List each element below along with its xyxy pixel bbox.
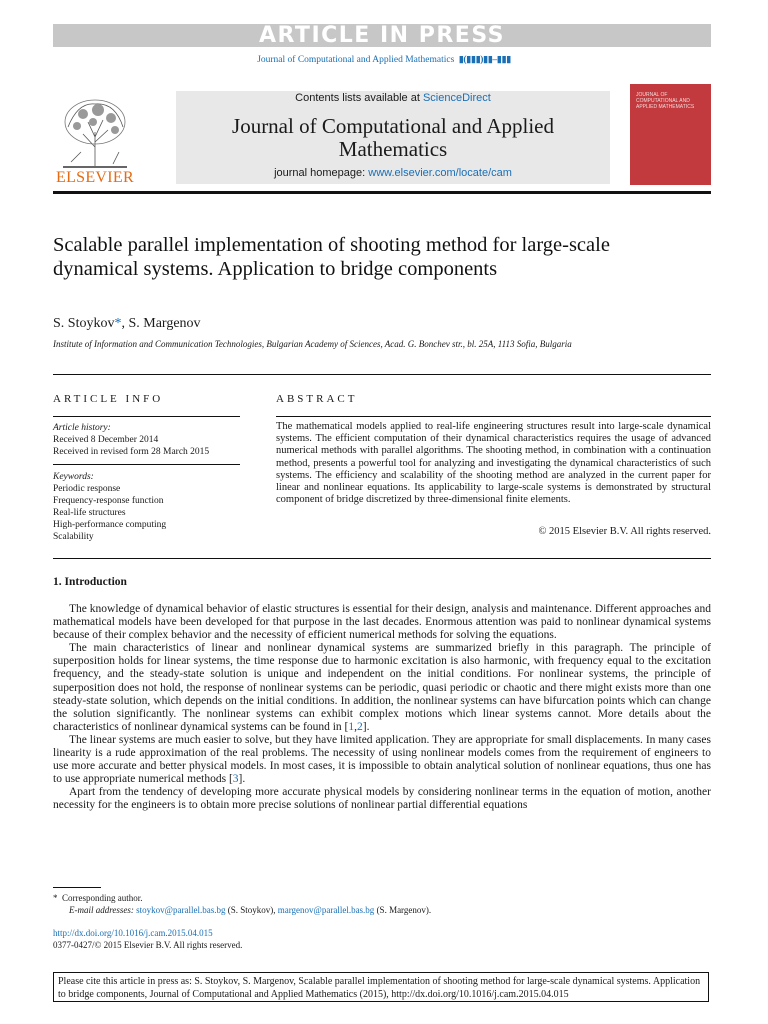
- author-list: [53, 316, 201, 332]
- revised-date: Received in revised form 28 March 2015: [53, 447, 210, 457]
- corresponding-note: Corresponding author.: [62, 893, 143, 903]
- info-top-rule: [53, 374, 711, 375]
- running-head-journal[interactable]: Journal of Computational and Applied Mathematics: [257, 55, 455, 65]
- section-heading-introduction: 1. Introduction: [53, 576, 127, 588]
- sciencedirect-link[interactable]: ScienceDirect: [422, 92, 491, 104]
- journal-title: [176, 115, 610, 161]
- elsevier-wordmark: ELSEVIER: [56, 169, 134, 186]
- doi-link[interactable]: http://dx.doi.org/10.1016/j.cam.2015.04.015: [53, 928, 213, 938]
- paragraph: The linear systems are much easier to solve, but they have limited application. They are appropriate for small displacements. In many cases linearity is a rude approximation of the real problems. The necessity of using nonlinear models comes from the requirement of engineers to use more accurate and better physical models. In most cases, it is impossible to obtain analytical solution of nonlinear equations, thus one has to use appropriate numerical methods [3].: [53, 733, 711, 786]
- abstract-text: The mathematical models applied to real-life engineering structures result into large-scale dynamical systems. The efficient computation of their dynamical characteristics requires the usage of advanced numerical methods with parallel algorithms. The shooting method, in combination with a continuation method, presents a powerful tool for analyzing and investigating the dynamical characteristics of such systems. The efficiency and scalability of the shooting method are analyzed in the current paper for linear and nonlinear equations. Its applicability to large-scale systems is demonstrated by structural component of bridge discretized by three-dimensional finite elements.: [276, 421, 711, 506]
- reference-link[interactable]: 3: [232, 773, 239, 786]
- info-rule: [53, 416, 240, 417]
- author-2: , S. Margenov: [121, 316, 201, 331]
- keyword: Real-life structures: [53, 508, 126, 518]
- article-info-heading: ARTICLE INFO: [53, 393, 164, 405]
- received-date: Received 8 December 2014: [53, 435, 159, 445]
- issn-line: 0377-0427/© 2015 Elsevier B.V. All rights reserved.: [53, 940, 243, 950]
- homepage-prefix: journal homepage:: [274, 167, 366, 179]
- article-in-press-banner: ARTICLE IN PRESS: [53, 24, 711, 47]
- abstract-heading: ABSTRACT: [276, 393, 358, 405]
- email-link[interactable]: margenov@parallel.bas.bg: [277, 905, 375, 915]
- keywords-rule: [53, 464, 240, 465]
- article-title: Scalable parallel implementation of shooting method for large-scale dynamical systems. Application to bridge components: [53, 234, 610, 280]
- doi-block: [53, 927, 242, 951]
- journal-cover-text: JOURNAL OF COMPUTATIONAL AND APPLIED MATHEMATICS: [636, 92, 695, 110]
- abstract-bottom-rule: [53, 558, 711, 559]
- reference-link[interactable]: 1: [348, 720, 355, 733]
- abstract-copyright: © 2015 Elsevier B.V. All rights reserved.: [538, 526, 711, 537]
- header-rule: [53, 191, 711, 194]
- reference-link[interactable]: 2: [357, 720, 363, 733]
- keyword: High-performance computing: [53, 520, 167, 530]
- paragraph: Apart from the tendency of developing more accurate physical models by considering nonlinear terms in the equation of motion, another necessity for the engineers is to obtain more precise solutions of nonlinear partial differential equations: [53, 786, 711, 812]
- keywords-label: Keywords:: [53, 472, 94, 482]
- contents-prefix: Contents lists available at: [295, 92, 420, 104]
- footnote-rule: [53, 887, 101, 888]
- keyword: Scalability: [53, 532, 94, 542]
- journal-homepage: [176, 167, 610, 179]
- affiliation: Institute of Information and Communication Technologies, Bulgarian Academy of Sciences, Acad. G. Bonchev str., bl. 25A, 1113 Sofia, Bulgaria: [53, 339, 572, 349]
- keywords-block: [53, 471, 166, 543]
- contents-line: [176, 92, 610, 104]
- keyword: Periodic response: [53, 484, 121, 494]
- abstract-rule: [276, 416, 711, 417]
- introduction-body: [53, 603, 711, 813]
- footnote: * Corresponding author. E-mail addresses: stoykov@parallel.bas.bg (S. Stoykov), margenov@parallel.bas.bg (S. Margenov).: [53, 893, 432, 915]
- keyword: Frequency-response function: [53, 496, 164, 506]
- paragraph: The main characteristics of linear and nonlinear dynamical systems are summarized briefly in this paragraph. The principle of superposition holds for linear systems, the time response due to harmonic excitation is also harmonic, with frequency equal to the excitation frequency, and the steady-state solution is unique and independent on the initial conditions. For nonlinear systems, the principle of superposition does not hold, the response of nonlinear systems can be periodic, quasi periodic or chaotic and there might exists more than one steady-state solution, which depends on the initial conditions. In addition, the nonlinear systems can have bifurcation points which can change the solution significantly. The nonlinear systems can exhibit complex motions which linear systems cannot. More details about the characteristics of nonlinear dynamical systems can be found in [1,2].: [53, 642, 711, 733]
- footnote-mark: *: [53, 893, 58, 903]
- email-link[interactable]: stoykov@parallel.bas.bg: [136, 905, 226, 915]
- running-head: [0, 54, 768, 65]
- homepage-link[interactable]: www.elsevier.com/locate/cam: [368, 167, 512, 179]
- email-label: E-mail addresses:: [69, 905, 134, 915]
- paragraph: The knowledge of dynamical behavior of elastic structures is essential for their design, analysis and maintenance. Different approaches and mathematical models have been developed for that purpose in the last decades. Enormous attention was paid to nonlinear dynamical systems because of their complex behavior and the necessity of efficient numerical methods for solving the equations.: [53, 603, 711, 642]
- running-head-marks: ▮(▮▮▮)▮▮–▮▮▮: [458, 55, 511, 65]
- citation-box: Please cite this article in press as: S. Stoykov, S. Margenov, Scalable parallel implementation of shooting method for large-scale dynamical systems. Application to bridge components, Journal of Computational and Applied Mathematics (2015), http://dx.doi.org/10.1016/j.cam.2015.04.015: [53, 972, 709, 1002]
- journal-title-line1: Journal of Computational and Applied: [232, 114, 554, 138]
- corresponding-author-mark[interactable]: *: [114, 316, 122, 331]
- journal-title-line2: Mathematics: [338, 137, 448, 161]
- history-label: Article history:: [53, 423, 111, 433]
- article-history: [53, 422, 209, 458]
- author-1: S. Stoykov: [53, 316, 115, 331]
